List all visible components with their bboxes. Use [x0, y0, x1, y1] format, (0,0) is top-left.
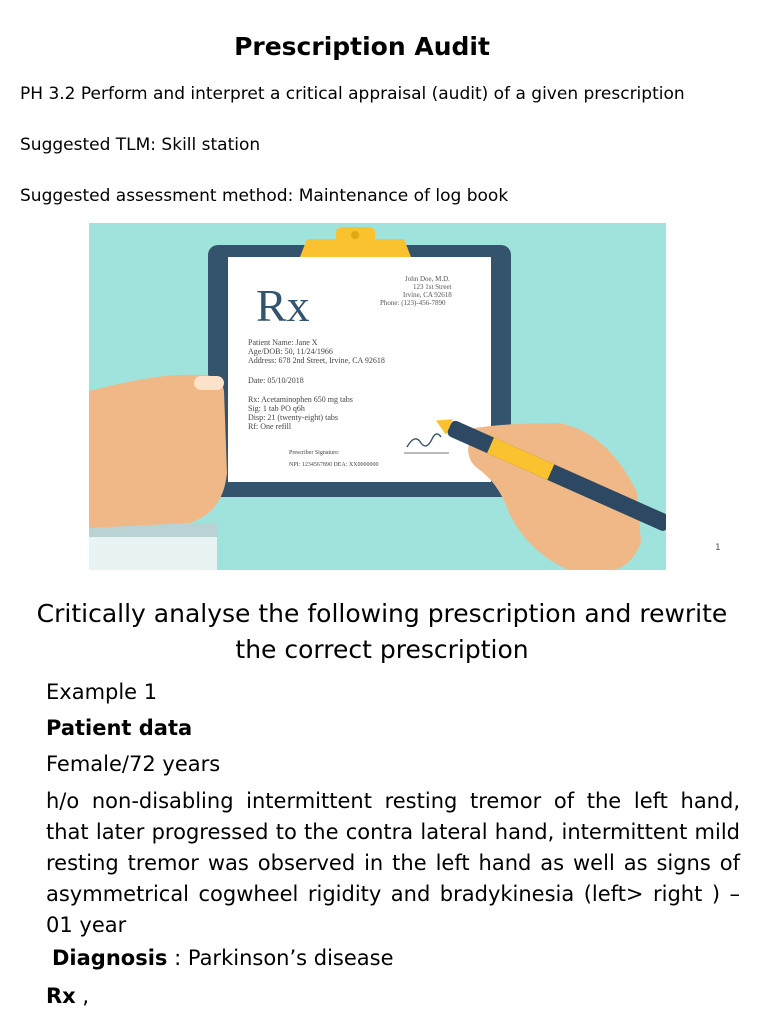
patient-demographics: Female/72 years — [46, 752, 221, 776]
diagnosis-line — [52, 946, 746, 970]
rx-line: Age/DOB: 50, 11/24/1966 — [248, 347, 333, 356]
rx-line: Sig: 1 tab PO q6h — [248, 404, 305, 413]
rx-symbol: Rx — [256, 280, 310, 331]
rx-line: Date: 05/10/2018 — [248, 376, 304, 385]
left-hand — [89, 375, 227, 528]
rx-line: Disp: 21 (twenty-eight) tabs — [248, 413, 338, 422]
diagnosis-label: Diagnosis — [52, 946, 168, 970]
left-thumbnail — [194, 376, 224, 390]
doctor-line: Irvine, CA 92618 — [403, 291, 452, 299]
rx-line-heading — [46, 984, 740, 1008]
tlm-line: Suggested TLM: Skill station — [20, 135, 261, 155]
objective-line: PH 3.2 Perform and interpret a critical appraisal (audit) of a given prescription — [20, 84, 685, 104]
rx-line: Rx: Acetaminophen 650 mg tabs — [248, 395, 353, 404]
exercise-heading: Critically analyse the following prescription and rewrite the correct prescription — [36, 599, 728, 664]
rx-line: Rf: One refill — [248, 422, 292, 431]
rx-line: NPI: 1234567890 DEA: XX0000000 — [289, 462, 379, 468]
assessment-line: Suggested assessment method: Maintenance of log book — [20, 186, 509, 206]
doctor-line: 123 1st Street — [413, 283, 452, 291]
diagnosis-value: : Parkinson’s disease — [167, 946, 394, 970]
patient-data-label: Patient data — [46, 716, 193, 740]
doctor-line: Phone: (123)-456-7890 — [380, 299, 446, 307]
page-title: Prescription Audit — [234, 32, 490, 61]
page-number: 1 — [715, 543, 721, 553]
doctor-line: John Doe, M.D. — [405, 275, 450, 283]
example-label: Example 1 — [46, 680, 158, 704]
rx-line: Patient Name: Jane X — [248, 338, 318, 347]
rx-suffix: , — [75, 984, 90, 1008]
prescription-illustration — [89, 223, 666, 570]
rx-line: Address: 678 2nd Street, Irvine, CA 92618 — [248, 356, 385, 365]
rx-label: Rx — [46, 984, 76, 1008]
patient-history: h/o non-disabling intermittent resting tremor of the left hand, that later progressed to the contra lateral hand, intermittent mild resting tremor was observed in the left hand as well as signs of asymmetrical cogwheel rigidity and bradykinesia (left> right ) – 01 year — [46, 789, 740, 937]
rx-line: Prescriber Signature: — [289, 450, 340, 456]
